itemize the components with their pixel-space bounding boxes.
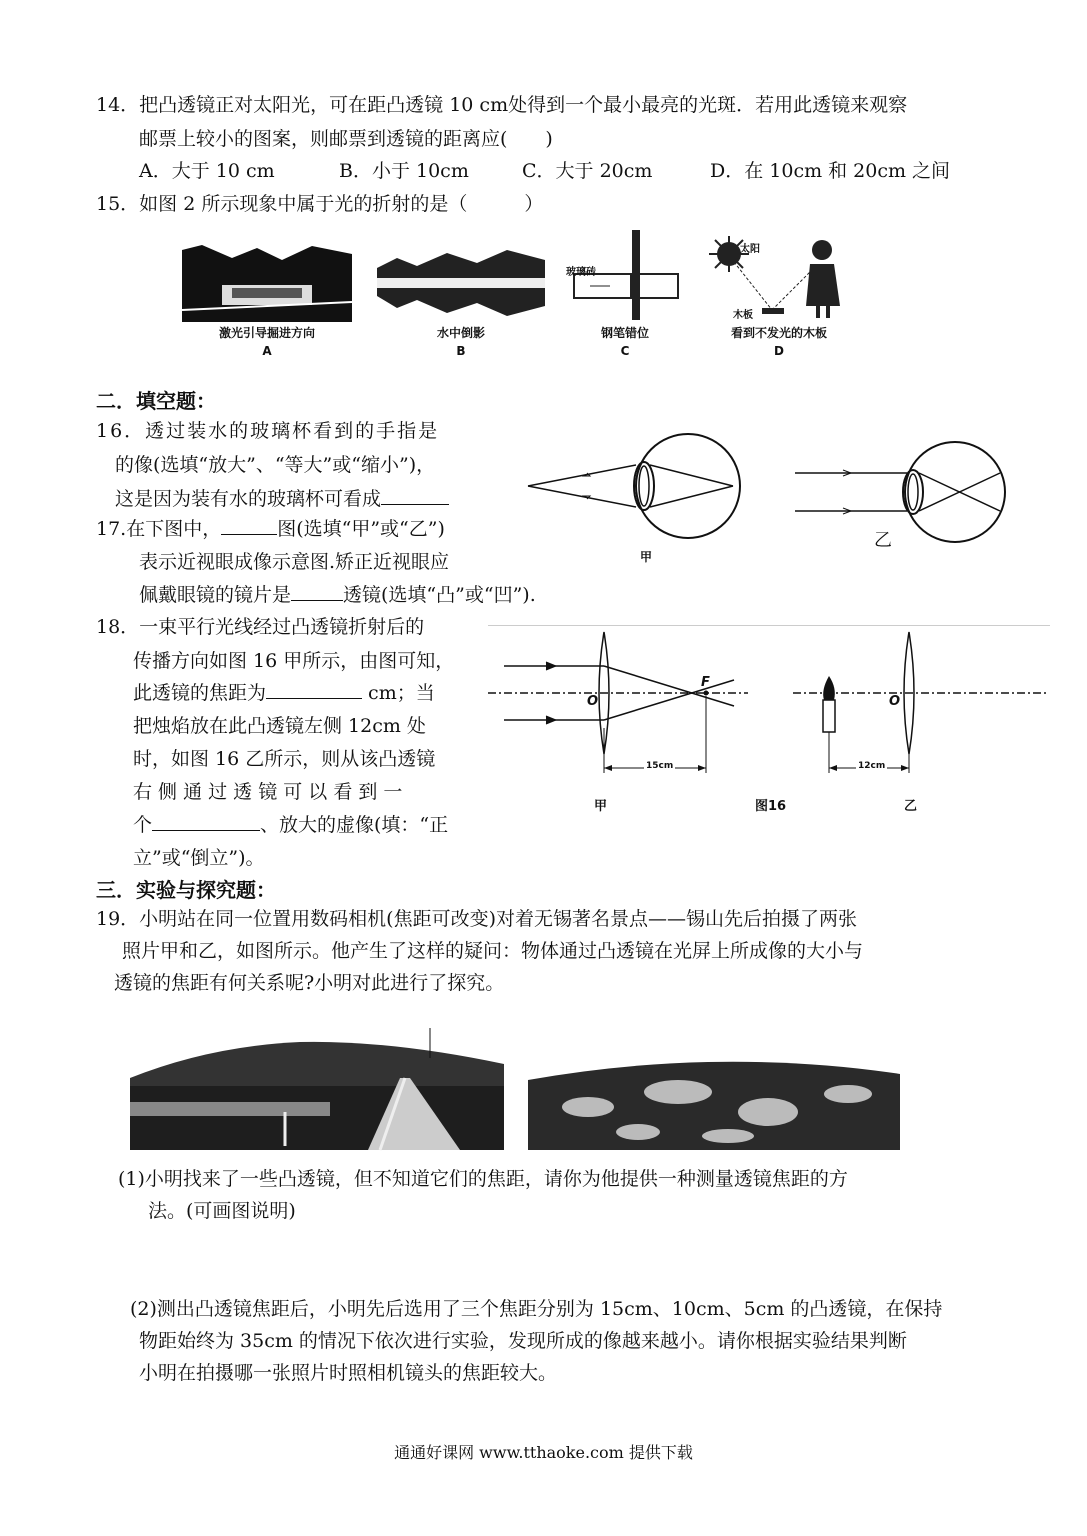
q15-panel-d-board-label: 木板 (733, 310, 753, 321)
q15-panel-b-image (377, 238, 545, 322)
q15-panel-d-sun-label: 太阳 (740, 244, 760, 255)
eye-right-label: 乙 (874, 530, 892, 551)
q18-answer-blank-1[interactable] (266, 680, 362, 699)
fig16-label-left: 甲 (594, 799, 608, 814)
q19-photo-jia (130, 1028, 504, 1150)
q18-line4: 把烛焰放在此凸透镜左侧 12cm 处 (133, 715, 426, 737)
q17-line3: 佩戴眼镜的镜片是 透镜(选填“凸”或“凹”). (139, 584, 536, 606)
q19-line1: 19．小明站在同一位置用数码相机(焦距可改变)对着无锡著名景点——锡山先后拍摄了两张 (96, 908, 858, 930)
q16-line3: 这是因为装有水的玻璃杯可看成 (115, 486, 449, 512)
q18-answer-blank-2[interactable] (152, 812, 260, 831)
q14-option-c: C．大于 20cm (522, 160, 653, 182)
q19-part2-line3: 小明在拍摄哪一张照片时照相机镜头的焦距较大。 (139, 1362, 558, 1384)
eye-left-label: 甲 (640, 550, 653, 564)
q19-part1-line1: (1)小明找来了一些凸透镜，但不知道它们的焦距，请你为他提供一种测量透镜焦距的方 (118, 1168, 848, 1190)
q15-panel-a-caption: 激光引导掘进方向 (218, 326, 315, 340)
q18-line3: 此透镜的焦距为 cm；当 (133, 682, 435, 704)
section-3-heading: 三．实验与探究题： (96, 878, 276, 902)
q19-photo-yi (528, 1052, 900, 1150)
q15-panel-d-letter: D (774, 344, 784, 358)
fig16-dist-left: 15cm (646, 761, 674, 771)
q18-line1: 18．一束平行光线经过凸透镜折射后的 (96, 616, 425, 638)
q16-line1: 16．透过装水的玻璃杯看到的手指是 (96, 420, 440, 442)
q14-option-a: A．大于 10 cm (139, 160, 275, 182)
q16-line2: 的像(选填“放大”、“等大”或“缩小”)， (115, 454, 436, 476)
fig16-left-O: O (587, 694, 599, 709)
q14-options (139, 158, 950, 184)
q19-line2: 照片甲和乙，如图所示。他产生了这样的疑问：物体通过凸透镜在光屏上所成像的大小与 (122, 940, 864, 962)
q18-line2: 传播方向如图 16 甲所示，由图可知， (133, 650, 455, 672)
fig16-label-right: 乙 (904, 799, 918, 814)
q15-panel-d-caption: 看到不发光的木板 (730, 326, 827, 340)
q15-panel-a-image (182, 240, 352, 322)
divider (488, 625, 1050, 626)
q19-part2-line2: 物距始终为 35cm 的情况下依次进行实验，发现所成的像越来越小。请你根据实验结果判断 (139, 1330, 907, 1352)
q15-panel-b-caption: 水中倒影 (436, 326, 485, 340)
q15-panel-d-image (704, 236, 854, 322)
fig16-dist-right: 12cm (858, 761, 886, 771)
q14-line2: 邮票上较小的图案，则邮票到透镜的距离应( ) (139, 128, 553, 150)
q14-option-b: B．小于 10cm (339, 160, 469, 182)
q15-panel-a-letter: A (262, 344, 272, 358)
q19-part1-line2: 法。(可画图说明) (148, 1200, 296, 1222)
figure-16 (488, 628, 1048, 778)
q15-panel-c-caption: 钢笔错位 (600, 326, 649, 340)
q18-line7: 个 、放大的虚像(填：“正 (133, 814, 449, 836)
q19-part2-line1: (2)测出凸透镜焦距后，小明先后选用了三个焦距分别为 15cm、10cm、5cm 的凸透镜，在保持 (130, 1298, 943, 1320)
q14-line1: 14．把凸透镜正对太阳光，可在距凸透镜 10 cm处得到一个最小最亮的光斑．若用此透镜来观察 (96, 94, 908, 116)
q17-line2: 表示近视眼成像示意图.矫正近视眼应 (139, 551, 450, 573)
eye-diagram-right (795, 440, 1010, 552)
q19-line3: 透镜的焦距有何关系呢?小明对此进行了探究。 (114, 972, 505, 994)
q15-panel-c-label: 玻璃砖 (566, 267, 596, 278)
fig16-right-O: O (889, 694, 901, 709)
q18-line5: 时，如图 16 乙所示，则从该凸透镜 (133, 748, 436, 770)
q17-line1: 17.在下图中， 图(选填“甲”或“乙”) (96, 518, 445, 540)
page-footer: 通通好课网 www.tthaoke.com 提供下载 (394, 1443, 693, 1462)
q15-panel-b-letter: B (456, 344, 466, 358)
q15-panel-c-letter: C (620, 344, 630, 358)
eye-diagram-left (528, 430, 748, 542)
section-2-heading: 二．填空题： (96, 389, 216, 413)
fig16-F: F (701, 675, 710, 690)
q14-option-d: D．在 10cm 和 20cm 之间 (710, 160, 951, 182)
q18-line8: 立”或“倒立”)。 (133, 847, 265, 869)
fig16-label-mid: 图16 (755, 799, 787, 814)
q15-text: 15．如图 2 所示现象中属于光的折射的是（ ） (96, 193, 544, 215)
q16-answer-blank[interactable] (381, 486, 449, 505)
q17-answer-blank-2[interactable] (291, 582, 343, 601)
q18-line6: 右 侧 通 过 透 镜 可 以 看 到 一 (133, 781, 403, 803)
q17-answer-blank-1[interactable] (221, 516, 277, 535)
